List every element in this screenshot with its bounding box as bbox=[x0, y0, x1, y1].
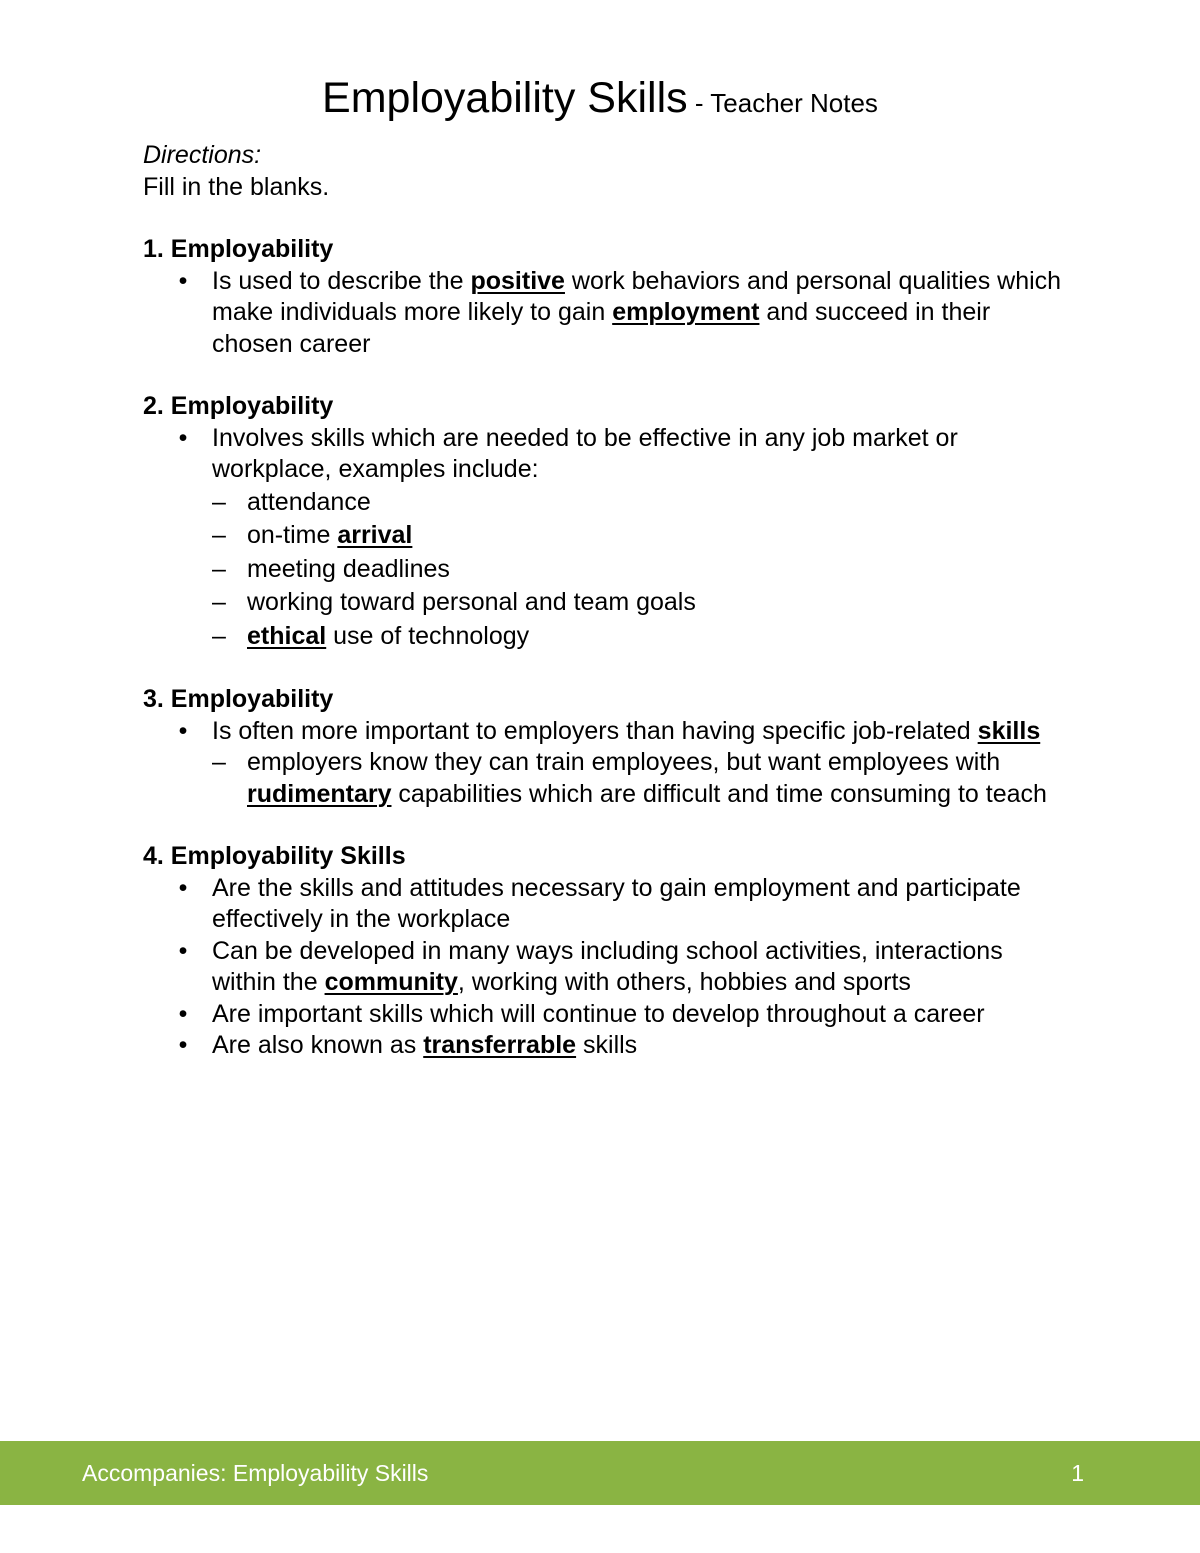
bullet-icon: • bbox=[178, 999, 188, 1028]
dash-icon: – bbox=[212, 588, 226, 616]
bullet-text: Are important skills which will continue to develop throughout a career bbox=[212, 999, 985, 1028]
dash-icon: – bbox=[212, 487, 226, 516]
blank-answer: rudimentary bbox=[247, 779, 392, 808]
section-heading: 3. Employability bbox=[143, 685, 334, 713]
sub-item bbox=[212, 747, 1073, 810]
bullet-icon: • bbox=[178, 1031, 188, 1059]
blank-answer: ethical bbox=[247, 621, 327, 650]
section-2 bbox=[143, 391, 1073, 653]
sub-item bbox=[212, 519, 1073, 553]
dash-icon: – bbox=[212, 554, 226, 583]
bullet-list bbox=[143, 266, 1073, 361]
blank-answer: community bbox=[324, 968, 458, 996]
footer-bar bbox=[0, 1441, 1200, 1505]
sub-item bbox=[212, 553, 1073, 587]
bullet-item bbox=[143, 999, 1073, 1031]
bullet-text: , working with others, hobbies and sports bbox=[457, 968, 911, 996]
bullet-item bbox=[143, 936, 1073, 999]
sub-item-text: meeting deadlines bbox=[247, 554, 450, 583]
sub-list bbox=[212, 747, 1073, 810]
section-heading: 2. Employability bbox=[143, 392, 334, 420]
footer-text: Accompanies: Employability Skills bbox=[82, 1460, 429, 1486]
blank-answer: arrival bbox=[337, 521, 413, 549]
bullet-list bbox=[143, 423, 1073, 654]
bullet-item bbox=[143, 873, 1073, 936]
sub-item-text: capabilities which are difficult and time consuming to teach bbox=[391, 779, 1047, 808]
bullet-text: Are the skills and attitudes necessary to gain employment and participate effectively in the workplace bbox=[212, 873, 1021, 933]
section-3 bbox=[143, 684, 1073, 810]
bullet-icon: • bbox=[178, 873, 188, 902]
bullet-item bbox=[143, 1030, 1073, 1062]
bullet-icon: • bbox=[178, 423, 188, 452]
sub-item bbox=[212, 620, 1073, 654]
bullet-text: Can be developed in many ways including school activities, interactions within the bbox=[212, 936, 1003, 996]
bullet-text: skills bbox=[576, 1031, 638, 1059]
bullet-list bbox=[143, 716, 1073, 811]
bullet-text: Are also known as bbox=[212, 1031, 424, 1059]
sub-item-text: employers know they can train employees, but want employees with bbox=[247, 748, 1001, 776]
bullet-text: Is used to describe the bbox=[212, 266, 471, 295]
bullet-icon: • bbox=[178, 716, 188, 745]
bullet-item bbox=[143, 423, 1073, 654]
section-heading: 1. Employability bbox=[143, 235, 334, 263]
section-1 bbox=[143, 234, 1073, 360]
sub-item-text: on-time bbox=[247, 521, 338, 549]
blank-answer: employment bbox=[612, 298, 760, 326]
dash-icon: – bbox=[212, 748, 226, 776]
section-4 bbox=[143, 841, 1073, 1062]
blank-answer: transferrable bbox=[423, 1031, 577, 1059]
dash-icon: – bbox=[212, 521, 226, 549]
title-suffix: - Teacher Notes bbox=[687, 88, 878, 118]
directions-text: Fill in the blanks. bbox=[143, 172, 330, 201]
sub-item bbox=[212, 586, 1073, 620]
page-title bbox=[0, 74, 1200, 123]
bullet-icon: • bbox=[178, 266, 188, 295]
title-main: Employability Skills bbox=[322, 74, 688, 122]
sub-list bbox=[212, 486, 1073, 654]
bullet-text: Is often more important to employers than having specific job-related bbox=[212, 716, 978, 745]
blank-answer: skills bbox=[977, 716, 1041, 745]
bullet-text: and succeed in their chosen career bbox=[212, 298, 991, 358]
bullet-item bbox=[143, 266, 1073, 361]
sub-item-text: working toward personal and team goals bbox=[247, 588, 696, 616]
dash-icon: – bbox=[212, 621, 226, 650]
bullet-text: Involves skills which are needed to be effective in any job market or workplace, examples include: bbox=[212, 423, 958, 483]
bullet-item bbox=[143, 716, 1073, 811]
bullet-icon: • bbox=[178, 936, 188, 965]
sub-item-text: attendance bbox=[247, 487, 371, 516]
section-heading: 4. Employability Skills bbox=[143, 842, 406, 870]
directions-label: Directions: bbox=[143, 141, 262, 169]
page-number: 1 bbox=[1071, 1460, 1084, 1486]
blank-answer: positive bbox=[470, 266, 565, 295]
worksheet-body bbox=[143, 140, 1073, 1062]
sub-item-text: use of technology bbox=[326, 621, 530, 650]
spacer bbox=[143, 203, 1073, 234]
sub-item bbox=[212, 486, 1073, 520]
bullet-list bbox=[143, 873, 1073, 1062]
bullet-text: work behaviors and personal qualities which make individuals more likely to gain bbox=[212, 266, 1062, 326]
